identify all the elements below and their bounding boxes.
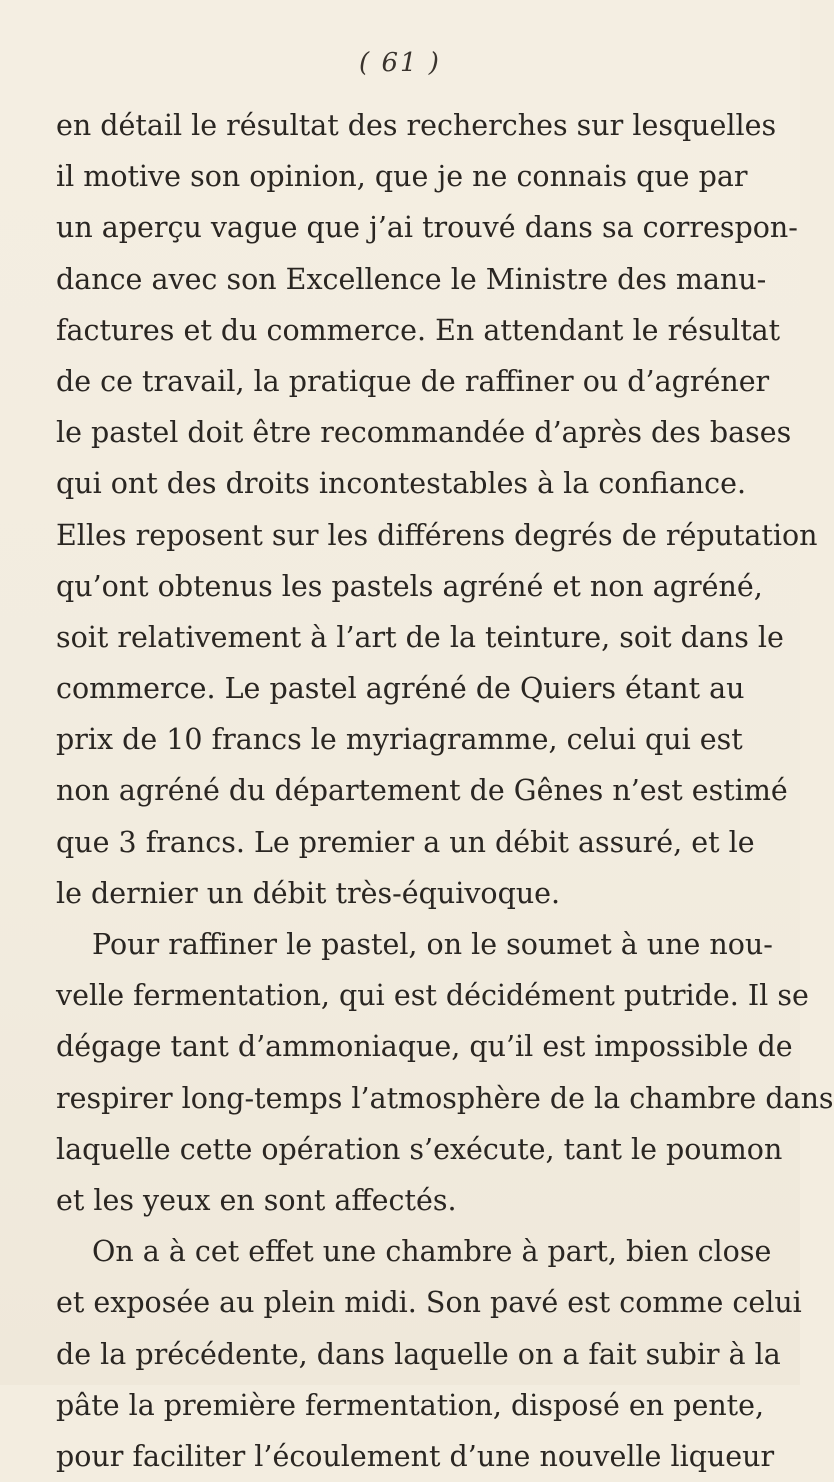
text-line: dance avec son Excellence le Ministre des manu-	[56, 262, 767, 296]
text-line: pâte la première fermentation, disposé en pente,	[56, 1388, 765, 1422]
text-line: le pastel doit être recommandée d’après des bases	[56, 416, 792, 450]
text-line: non agréné du département de Gênes n’est estimé	[56, 774, 788, 808]
body-text	[56, 100, 834, 1482]
text-line: laquelle cette opération s’exécute, tant le poumon	[56, 1132, 783, 1166]
text-line: prix de 10 francs le myriagramme, celui qui est	[56, 723, 743, 757]
text-line: On a à cet effet une chambre à part, bien close	[92, 1235, 772, 1269]
text-line: pour faciliter l’écoulement d’une nouvelle liqueur	[56, 1439, 775, 1473]
text-line: le dernier un débit très-équivoque.	[56, 876, 561, 910]
page-number: ( 61 )	[359, 48, 441, 78]
text-line: commerce. Le pastel agréné de Quiers étant au	[56, 672, 745, 706]
text-line: velle fermentation, qui est décidément putride. Il se	[56, 979, 809, 1013]
text-line: Elles reposent sur les différens degrés de réputation	[56, 518, 818, 552]
text-line: de la précédente, dans laquelle on a fait subir à la	[56, 1337, 781, 1371]
text-line: respirer long-temps l’atmosphère de la chambre dans	[56, 1081, 834, 1115]
text-line: que 3 francs. Le premier a un débit assuré, et le	[56, 825, 755, 859]
text-line: un aperçu vague que j’ai trouvé dans sa correspon-	[56, 211, 798, 245]
text-line: Pour raffiner le pastel, on le soumet à une nou-	[92, 928, 773, 961]
text-line: dégage tant d’ammoniaque, qu’il est impossible de	[56, 1030, 793, 1064]
text-line: qu’ont obtenus les pastels agréné et non agréné,	[56, 569, 763, 603]
text-line: de ce travail, la pratique de raffiner ou d’agréner	[56, 364, 770, 398]
text-line: et les yeux en sont affectés.	[56, 1183, 457, 1217]
text-line: il motive son opinion, que je ne connais que par	[56, 160, 748, 194]
text-line: en détail le résultat des recherches sur lesquelles	[56, 109, 777, 142]
text-line: factures et du commerce. En attendant le résultat	[56, 313, 781, 347]
text-line: qui ont des droits incontestables à la confiance.	[56, 467, 747, 501]
text-line: soit relativement à l’art de la teinture, soit dans le	[56, 620, 784, 654]
text-line: et exposée au plein midi. Son pavé est comme celui	[56, 1286, 802, 1320]
